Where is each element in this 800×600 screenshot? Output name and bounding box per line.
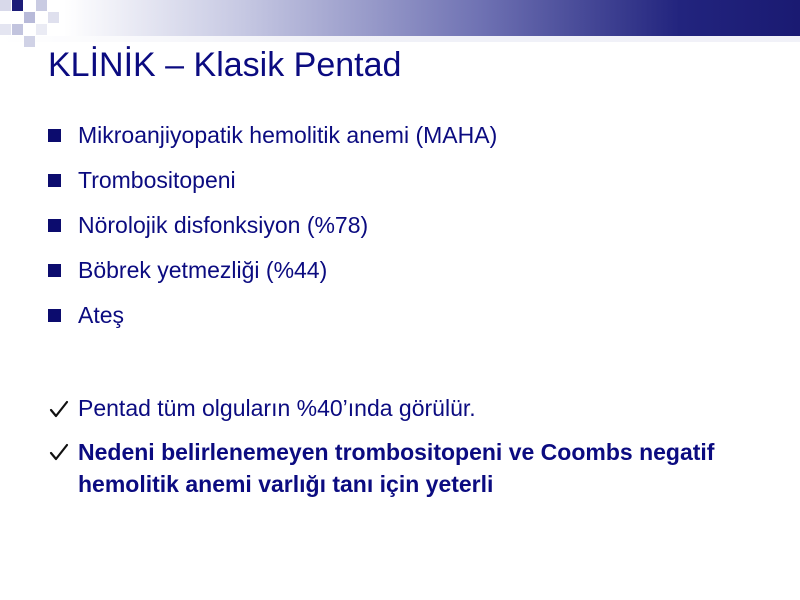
list-item-text: Trombositopeni <box>78 167 236 193</box>
header-bar-shadow <box>0 36 800 42</box>
list-item <box>48 165 768 210</box>
list-item-text: Mikroanjiyopatik hemolitik anemi (MAHA) <box>78 122 498 148</box>
bullet-list <box>48 120 768 345</box>
list-item <box>48 300 768 345</box>
decor-square <box>0 24 11 35</box>
square-bullet-icon <box>48 264 61 277</box>
list-item-text: Böbrek yetmezliği (%44) <box>78 257 328 283</box>
check-item-text: Pentad tüm olguların %40’ında görülür. <box>78 395 476 421</box>
square-bullet-icon <box>48 129 61 142</box>
slide-title: KLİNİK – Klasik Pentad <box>48 46 402 84</box>
checkmark-icon <box>48 395 78 423</box>
square-bullet-icon <box>48 174 61 187</box>
list-item <box>48 255 768 300</box>
list-item <box>48 120 768 165</box>
list-item <box>48 210 768 255</box>
decorative-squares <box>0 0 66 48</box>
checkmark-icon <box>48 438 78 466</box>
check-item <box>48 393 768 423</box>
decor-square <box>36 0 47 11</box>
decor-square <box>24 36 35 47</box>
check-item-text-bold: Nedeni belirlenemeyen trombositopeni ve Coombs negatif hemolitik anemi varlığı tanı için yeterli <box>78 439 715 497</box>
decor-square <box>36 24 47 35</box>
square-bullet-icon <box>48 309 61 322</box>
check-list <box>48 393 768 513</box>
list-item-text: Ateş <box>78 302 125 328</box>
decor-square <box>24 12 35 23</box>
square-bullet-icon <box>48 219 61 232</box>
list-item-text: Nörolojik disfonksiyon (%78) <box>78 212 369 238</box>
check-item <box>48 436 768 500</box>
header-gradient-bar <box>0 0 800 36</box>
decor-square <box>48 12 59 23</box>
decor-square <box>12 24 23 35</box>
decor-square <box>12 0 23 11</box>
decor-square <box>0 0 11 11</box>
